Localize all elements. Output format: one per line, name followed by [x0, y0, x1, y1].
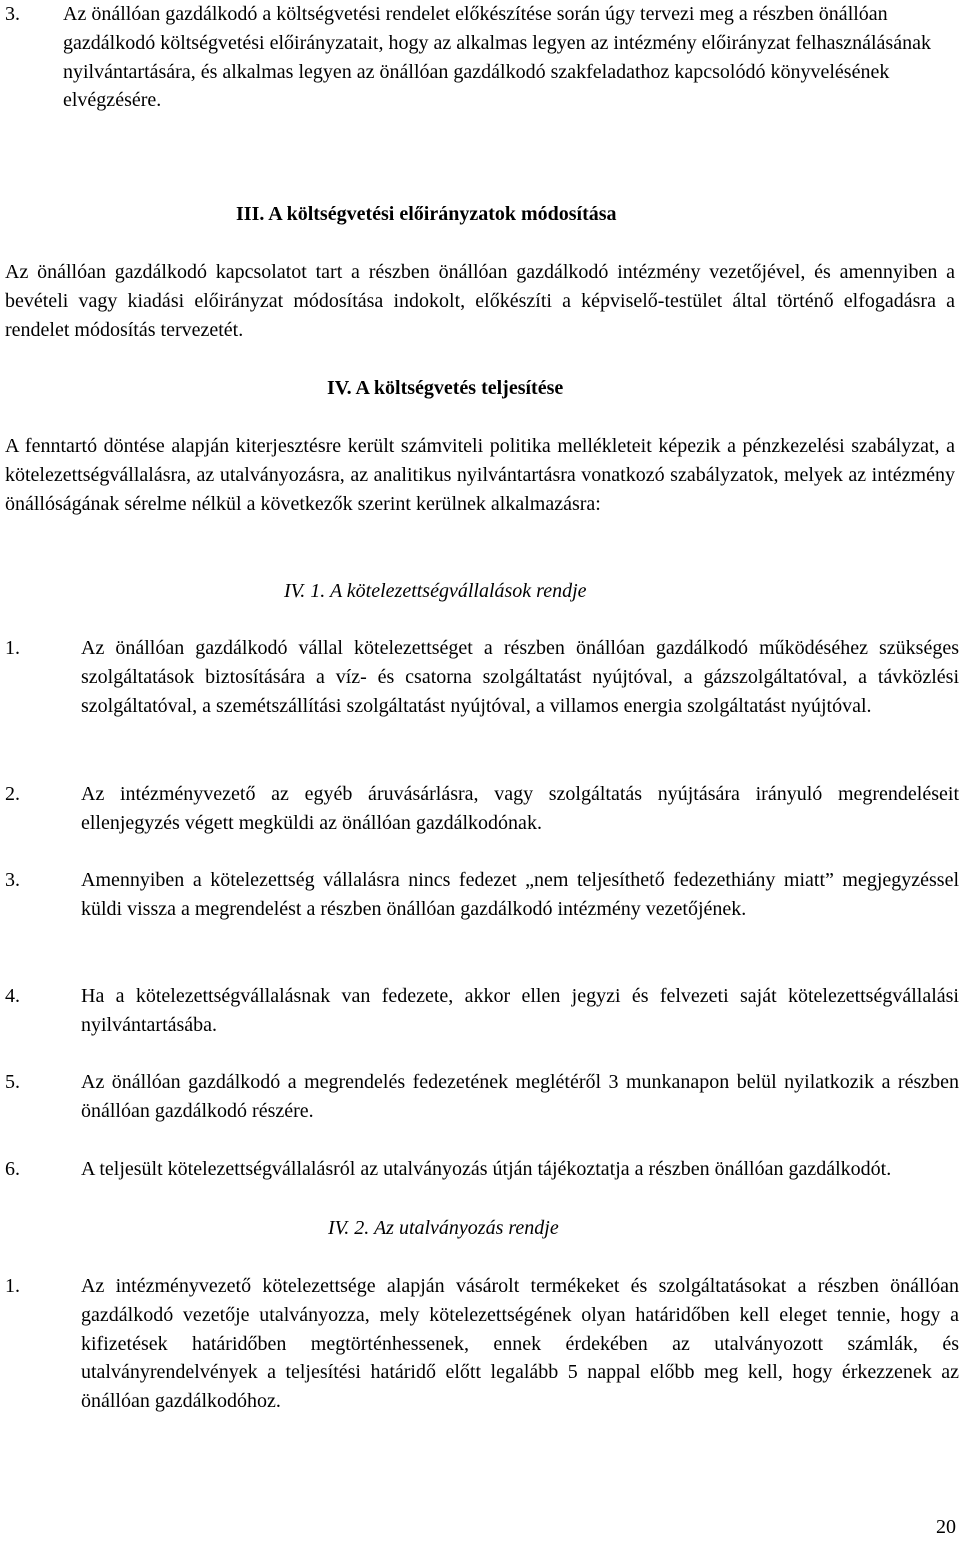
list-item-number: 3.: [5, 869, 20, 891]
list-item-number: 1.: [5, 1275, 20, 1297]
subsection-heading: IV. 1. A kötelezettségvállalások rendje: [284, 580, 587, 602]
list-item-text: A teljesült kötelezettségvállalásról az utalványozás útján tájékoztatja a részben önállóan gazdálkodót.: [81, 1158, 892, 1180]
list-item-number: 4.: [5, 985, 20, 1007]
body-paragraph: Az önállóan gazdálkodó kapcsolatot tart a részben önállóan gazdálkodó intézmény vezetőjével, és amennyiben a bevételi vagy kiadási előirányzat módosítása indokolt, előkészíti a képviselő-testület által történő elfogadásra a rendelet módosítás tervezetét.: [5, 261, 955, 341]
list-item-text: Az intézményvezető az egyéb áruvásárlásra, vagy szolgáltatás nyújtására irányuló megrendeléseit ellenjegyzés végett megküldi az önállóan gazdálkodónak.: [81, 783, 959, 834]
subsection-heading: IV. 2. Az utalványozás rendje: [328, 1217, 559, 1239]
section-heading: III. A költségvetési előirányzatok módosítása: [236, 203, 617, 225]
list-item-number: 3.: [5, 3, 20, 25]
list-item-number: 2.: [5, 783, 20, 805]
section-heading: IV. A költségvetés teljesítése: [327, 377, 564, 399]
body-paragraph: A fenntartó döntése alapján kiterjesztésre került számviteli politika mellékleteit képezik a pénzkezelési szabályzat, a kötelezettségvállalásra, az utalványozásra, az analitikus nyilvántartásra vonatkozó szabályzatok, melyek az intézmény önállóságának sérelme nélkül a következők szerint kerülnek alkalmazásra:: [5, 435, 955, 515]
list-item-text: Az önállóan gazdálkodó a költségvetési rendelet előkészítése során úgy tervezi meg a részben önállóan gazdálkodó költségvetési előirányzatait, hogy az alkalmas legyen az intézmény előirányzat felhasználásának nyilvántartására, és alkalmas legyen az önállóan gazdálkodó szakfeladathoz kapcsolódó könyvelésének elvégzésére.: [63, 3, 931, 112]
list-item-number: 5.: [5, 1071, 20, 1093]
intro-list-item: [5, 0, 955, 120]
page-number: 20: [936, 1516, 956, 1538]
list-item-number: 6.: [5, 1158, 20, 1180]
list-item-text: Az intézményvezető kötelezettsége alapján vásárolt termékeket és szolgáltatásokat a részben önállóan gazdálkodó vezetője utalványozza, mely kötelezettségének olyan határidőben kell eleget tennie, hogy a kifizetések határidőben megtörténhessenek, ennek érdekében az utalványozott számlák, és utalványrendelvények a teljesítési határidő előtt legalább 5 nappal előbb meg kell, hogy érkezzenek az önállóan gazdálkodóhoz.: [81, 1275, 959, 1413]
list-item-text: Az önállóan gazdálkodó vállal kötelezettséget a részben önállóan gazdálkodó működéséhez szükséges szolgáltatások biztosítására a víz- és csatorna szolgáltatást nyújtóval, a gázszolgáltatóval, a távközlési szolgáltatóval, a szemétszállítási szolgáltatást nyújtóval, a villamos energia szolgáltatást nyújtóval.: [81, 637, 959, 717]
list-item-text: Az önállóan gazdálkodó a megrendelés fedezetének meglétéről 3 munkanapon belül nyilatkozik a részben önállóan gazdálkodó részére.: [81, 1071, 959, 1122]
list-item-text: Ha a kötelezettségvállalásnak van fedezete, akkor ellen jegyzi és felvezeti saját kötelezettségvállalási nyilvántartásába.: [81, 985, 959, 1036]
list-item-text: Amennyiben a kötelezettség vállalásra nincs fedezet „nem teljesíthető fedezethiány miatt” megjegyzéssel küldi vissza a megrendelést a részben önállóan gazdálkodó intézmény vezetőjének.: [81, 869, 959, 920]
list-item-number: 1.: [5, 637, 20, 659]
